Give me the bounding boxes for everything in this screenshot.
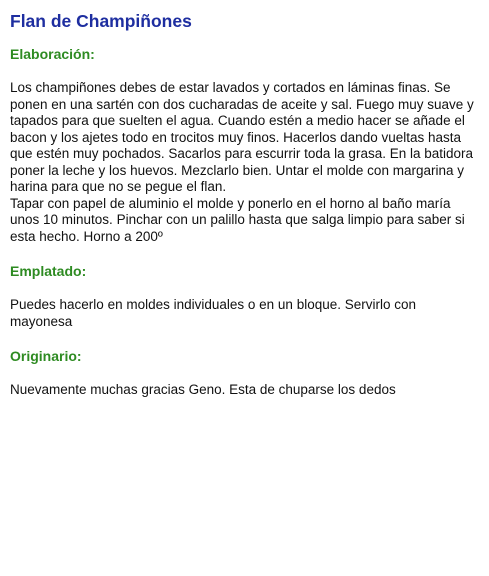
section-emplatado — [10, 263, 479, 330]
section-heading-originario: Originario: — [10, 348, 82, 364]
section-heading-elaboracion: Elaboración: — [10, 46, 95, 62]
paragraph: Nuevamente muchas gracias Geno. Esta de chuparse los dedos — [10, 382, 396, 397]
paragraph: Tapar con papel de aluminio el molde y ponerlo en el horno al baño maría unos 10 minutos. Pinchar con un palillo hasta que salga limpio para saber si esta hecho. Horno a 200º — [10, 195, 465, 244]
section-heading-emplatado: Emplatado: — [10, 263, 87, 279]
section-body-emplatado — [10, 297, 479, 330]
paragraph: Puedes hacerlo en moldes individuales o en un bloque. Servirlo con mayonesa — [10, 297, 417, 329]
section-originario — [10, 348, 479, 399]
section-body-elaboracion — [10, 80, 479, 245]
section-elaboracion — [10, 46, 479, 245]
recipe-title: Flan de Champiñones — [10, 11, 192, 31]
paragraph: Los champiñones debes de estar lavados y cortados en láminas finas. Se ponen en una sartén con dos cucharadas de aceite y sal. Fuego muy suave y tapados para que suelten el agua. Cuando estén a medio hacer se añade el bacon y los ajetes todo en trocitos muy finos. Hacerlos dando vueltas hasta que estén muy pochados. Sacarlos para escurrir toda la grasa. En la batidora poner la leche y los huevos. Mezclarlo bien. Untar el molde con margarina y harina para que no se pegue el flan. — [10, 80, 474, 194]
section-body-originario — [10, 382, 479, 399]
